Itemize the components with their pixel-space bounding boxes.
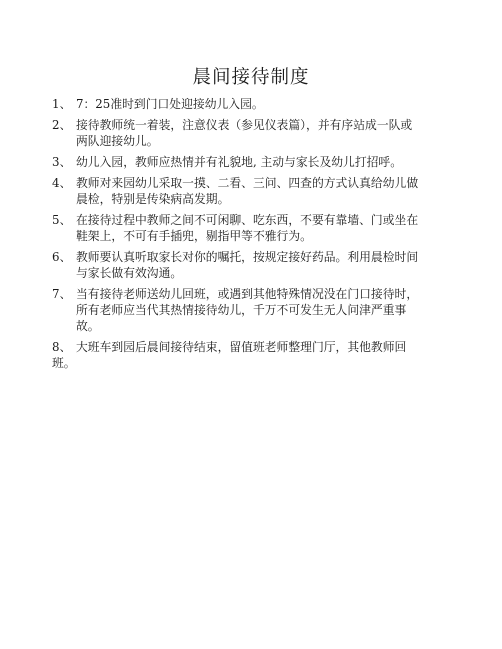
rule-text-line: 接待教师统一着装，注意仪表（参见仪表篇），并有序站成一队或 [76, 118, 413, 132]
rule-number: 6、 [52, 250, 72, 264]
rule-text-line: 故。 [76, 319, 100, 333]
rule-text-line: 晨检，特别是传染病高发期。 [76, 192, 230, 206]
rule-text-line: 所有老师应当代其热情接待幼儿，千万不可发生无人问津严重事 [76, 303, 407, 317]
rule-text-line: 与家长做有效沟通。 [76, 266, 183, 280]
rule-item [52, 96, 444, 112]
rule-text-line: 幼儿入园，教师应热情并有礼貌地, 主动与家长及幼儿打招呼。 [76, 155, 403, 169]
rule-text-line: 当有接待老师送幼儿回班，或遇到其他特殊情况没在门口接待时， [76, 287, 419, 301]
rule-number: 4、 [52, 176, 72, 190]
document-title: 晨间接待制度 [192, 67, 310, 88]
rule-number: 3、 [52, 155, 72, 169]
rule-number: 5、 [52, 213, 72, 227]
rule-item [52, 154, 444, 170]
rule-item [52, 117, 444, 149]
rule-item [52, 339, 444, 371]
rule-number: 2、 [52, 118, 72, 132]
rule-number: 7、 [52, 287, 72, 301]
rule-item [52, 175, 444, 207]
rules-list [52, 96, 444, 376]
rule-text-line: 7：25准时到门口处迎接幼儿入园。 [76, 97, 264, 111]
rule-text-line: 教师要认真听取家长对你的嘱托，按规定接好药品。利用晨检时间 [76, 250, 419, 264]
rule-text-line: 教师对来园幼儿采取一摸、二看、三问、四查的方式认真给幼儿做 [76, 176, 419, 190]
rule-item [52, 212, 444, 244]
rule-text-line: 大班车到园后晨间接待结束，留值班老师整理门厅，其他教师回 [76, 340, 407, 354]
rule-number: 8、 [52, 340, 72, 354]
rule-item [52, 249, 444, 281]
rule-number: 1、 [52, 97, 72, 111]
rule-text-line: 鞋架上，不可有手插兜，剔指甲等不雅行为。 [76, 229, 312, 243]
rule-text-line: 班。 [52, 356, 76, 370]
rule-item [52, 286, 444, 334]
rule-text-line: 在接待过程中教师之间不可闲聊、吃东西，不要有靠墙、门或坐在 [76, 213, 419, 227]
rule-text-line: 两队迎接幼儿。 [76, 134, 159, 148]
